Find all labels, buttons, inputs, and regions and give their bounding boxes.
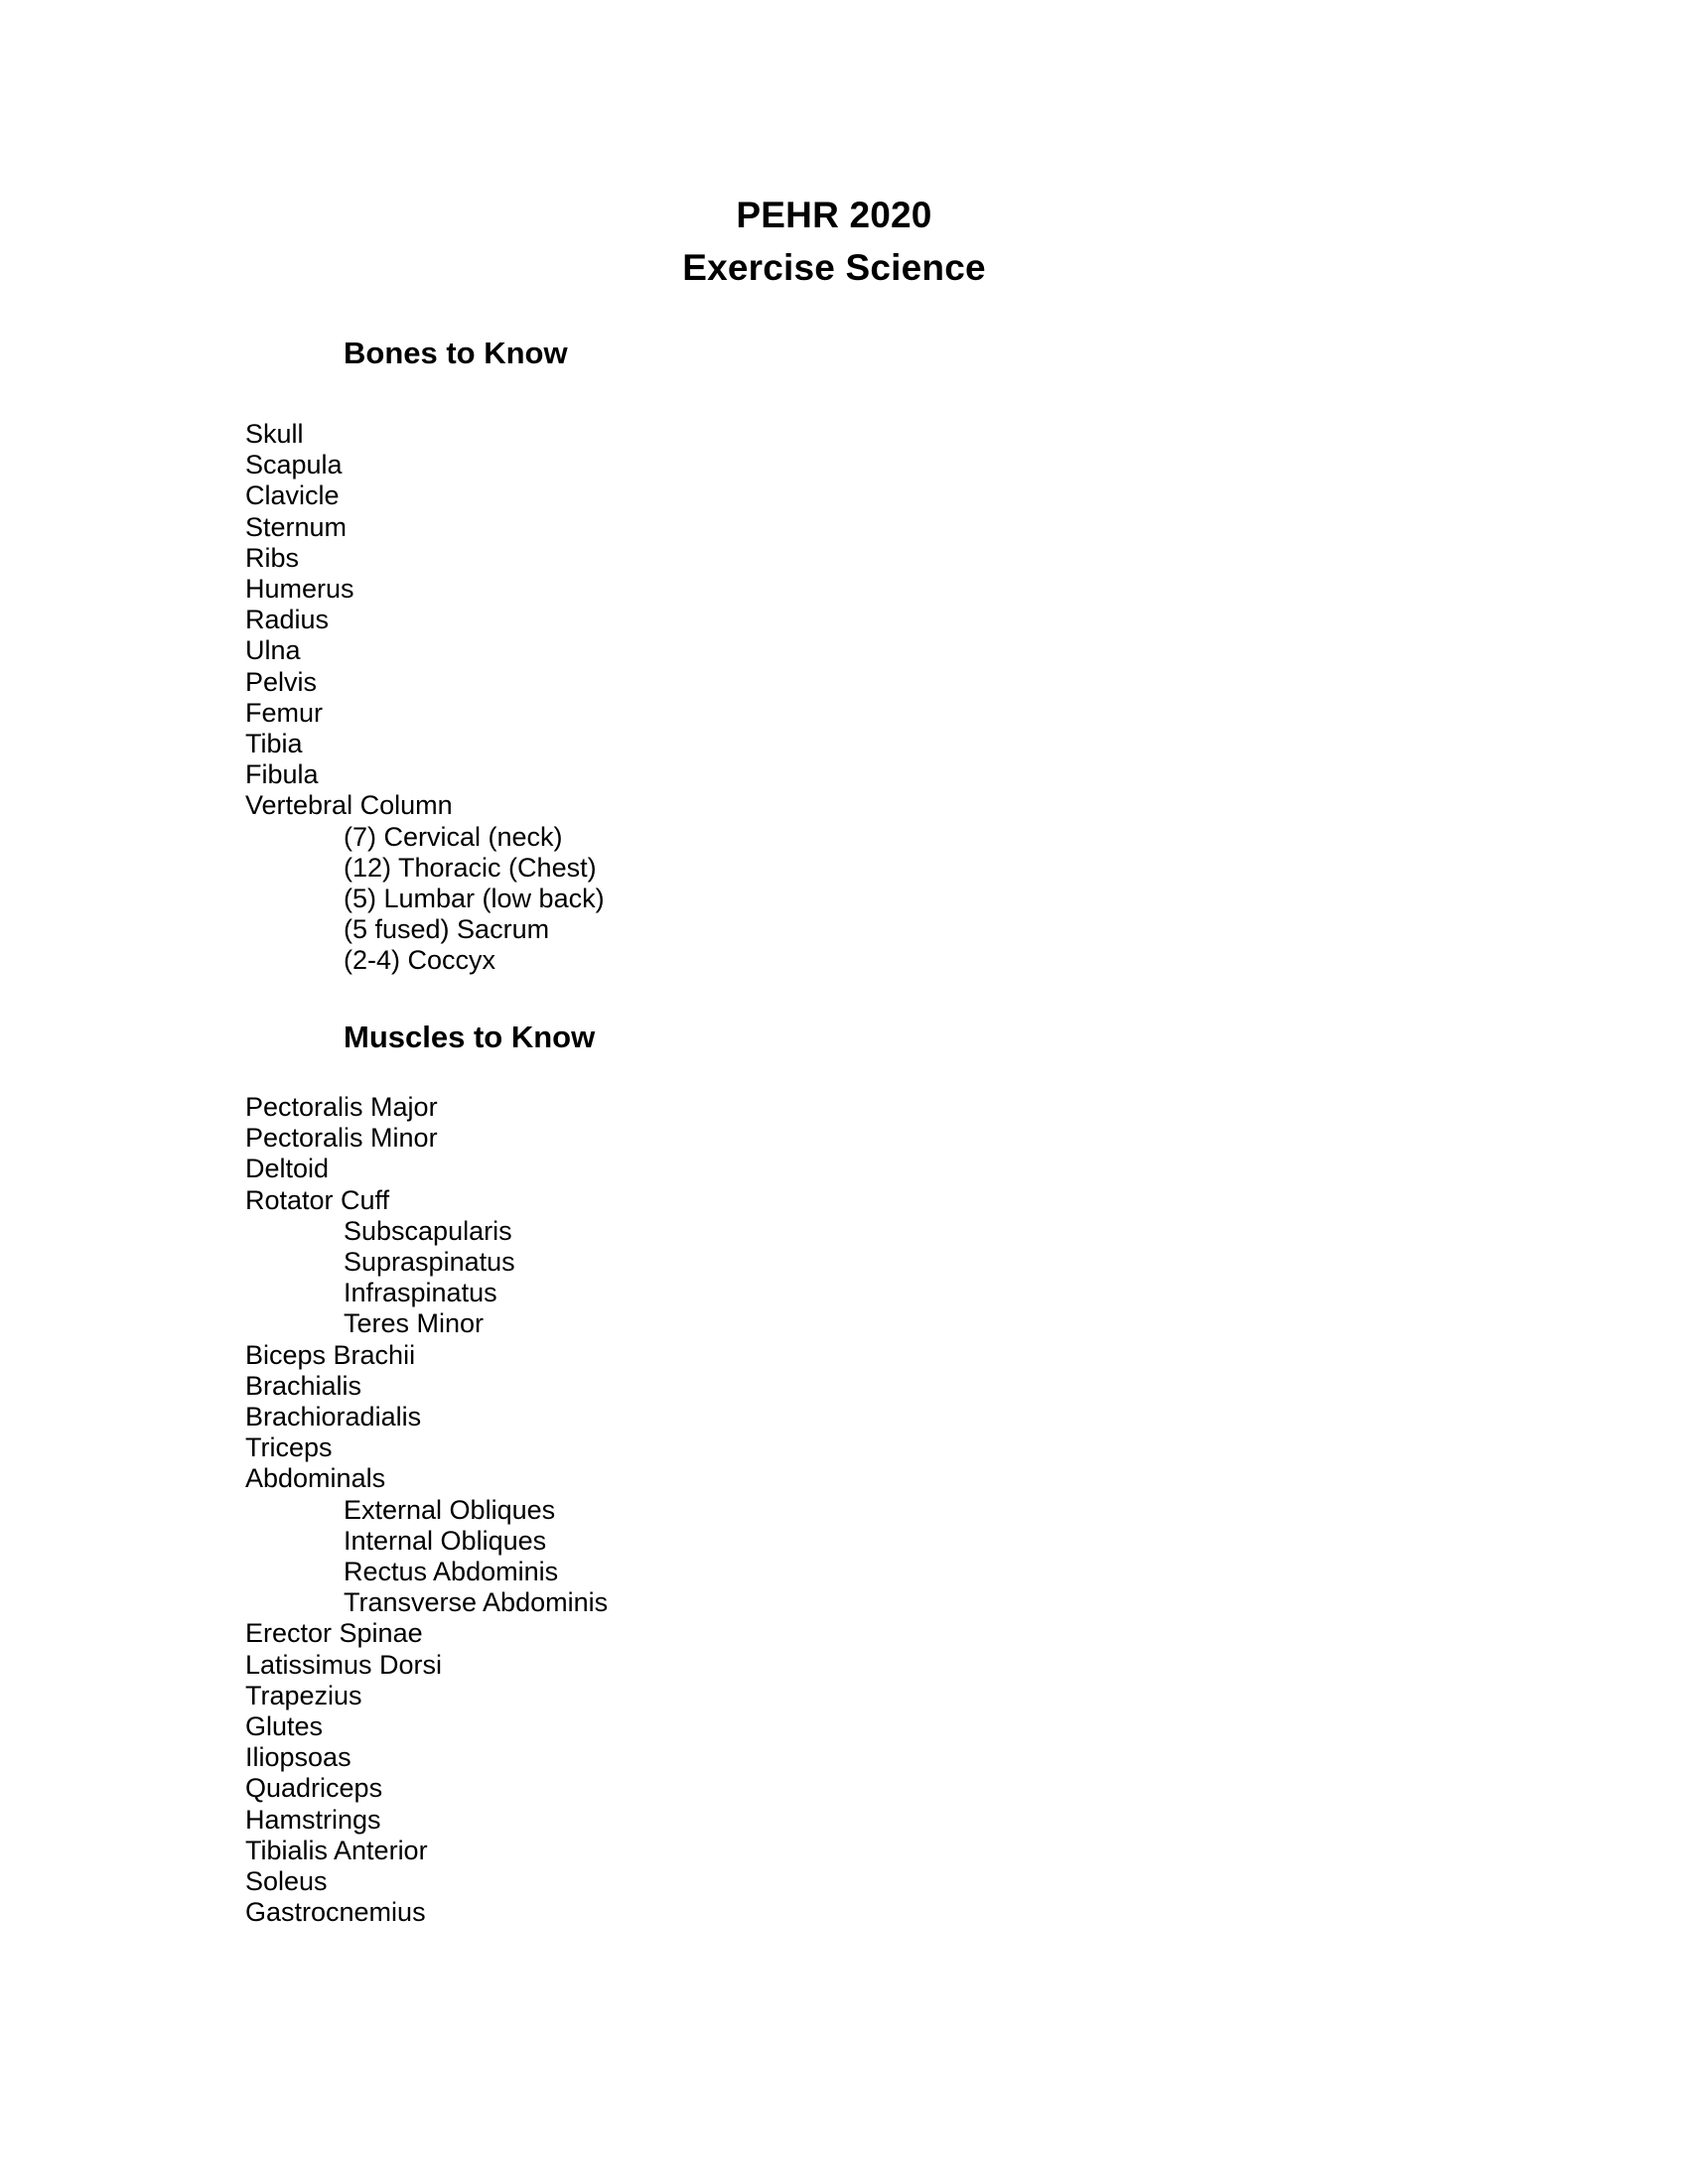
- list-item: Humerus: [245, 574, 354, 605]
- list-item: Rectus Abdominis: [344, 1557, 559, 1587]
- list-item: External Obliques: [344, 1494, 556, 1525]
- list-item: Deltoid: [245, 1154, 330, 1184]
- list-item: Vertebral Column: [245, 790, 453, 821]
- title-line-course: PEHR 2020: [736, 195, 932, 235]
- page-title: [0, 189, 1688, 294]
- muscles-list: [245, 1092, 608, 1928]
- list-item: Ribs: [245, 542, 300, 573]
- list-item: (5 fused) Sacrum: [344, 914, 550, 945]
- list-item: Radius: [245, 605, 330, 635]
- list-item: Supraspinatus: [344, 1247, 515, 1278]
- list-item: Infraspinatus: [344, 1278, 497, 1308]
- list-item: Teres Minor: [344, 1308, 485, 1339]
- list-item: Internal Obliques: [344, 1525, 547, 1556]
- list-item: Soleus: [245, 1866, 328, 1897]
- list-item: Sternum: [245, 511, 348, 542]
- list-item: Latissimus Dorsi: [245, 1649, 443, 1680]
- list-item: (7) Cervical (neck): [344, 821, 563, 852]
- list-item: Fibula: [245, 759, 319, 790]
- list-item: Abdominals: [245, 1463, 386, 1494]
- list-item: Iliopsoas: [245, 1742, 352, 1773]
- list-item: (2-4) Coccyx: [344, 945, 496, 976]
- bones-list: [245, 419, 605, 977]
- list-item: Pectoralis Minor: [245, 1123, 438, 1154]
- list-item: Ulna: [245, 635, 301, 666]
- list-item: Brachialis: [245, 1370, 362, 1401]
- list-item: Tibia: [245, 729, 303, 759]
- list-item: Rotator Cuff: [245, 1184, 390, 1215]
- list-item: Femur: [245, 697, 324, 728]
- list-item: Tibialis Anterior: [245, 1835, 428, 1865]
- list-item: Subscapularis: [344, 1215, 512, 1246]
- list-item: Skull: [245, 419, 304, 449]
- list-item: (12) Thoracic (Chest): [344, 852, 597, 883]
- list-item: Erector Spinae: [245, 1618, 423, 1649]
- list-item: Biceps Brachii: [245, 1339, 416, 1370]
- list-item: Gastrocnemius: [245, 1897, 426, 1928]
- section-heading-bones: Bones to Know: [344, 336, 568, 370]
- list-item: Pectoralis Major: [245, 1092, 438, 1122]
- title-line-subject: Exercise Science: [682, 247, 986, 288]
- list-item: Triceps: [245, 1433, 333, 1463]
- list-item: Scapula: [245, 450, 343, 480]
- list-item: (5) Lumbar (low back): [344, 884, 605, 914]
- list-item: Glutes: [245, 1711, 324, 1742]
- list-item: Quadriceps: [245, 1773, 383, 1804]
- list-item: Pelvis: [245, 666, 318, 697]
- list-item: Transverse Abdominis: [344, 1587, 609, 1618]
- section-heading-muscles: Muscles to Know: [344, 1020, 596, 1054]
- list-item: Trapezius: [245, 1680, 362, 1710]
- list-item: Brachioradialis: [245, 1402, 422, 1433]
- list-item: Hamstrings: [245, 1804, 381, 1835]
- list-item: Clavicle: [245, 480, 340, 511]
